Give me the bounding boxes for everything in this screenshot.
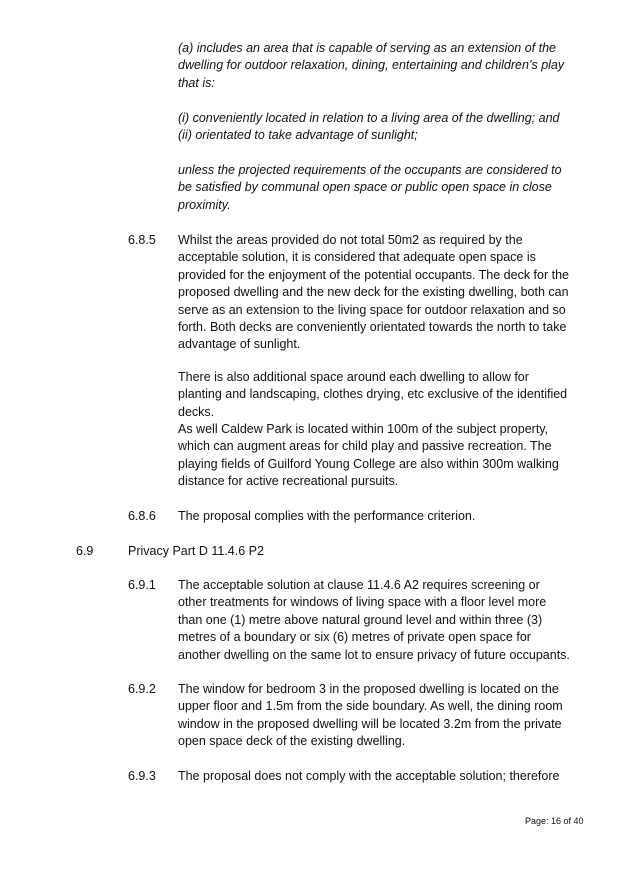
section-6-8-5-paragraph-1: Whilst the areas provided do not total 50m2 as required by the acceptable solution, it is considered that adequate open space is provided for the enjoyment of the potential occupants. The deck for the proposed dwelling and the new deck for the existing dwelling, both can serve as an extension to the living space for outdoor relaxation and so forth. Both decks are conveniently orientated towards the north to take advantage of sunlight. (178, 233, 569, 352)
section-6-9-3-text: The proposal does not comply with the acceptable solution; therefore (178, 769, 560, 783)
section-6-8-5-paragraph-2: There is also additional space around each dwelling to allow for planting and landscaping, clothes drying, etc exclusive of the identified decks. (178, 370, 568, 419)
page-number: Page: 16 of 40 (525, 816, 584, 826)
section-6-8-6-text: The proposal complies with the performance criterion. (178, 509, 476, 523)
section-number-6-8-5: 6.8.5 (128, 233, 156, 247)
section-6-9-2-text: The window for bedroom 3 in the proposed dwelling is located on the upper floor and 1.5m from the side boundary. As well, the dining room window in the proposed dwelling will be located 3.2m from the private open space deck of the existing dwelling. (178, 682, 563, 749)
section-number-6-9: 6.9 (76, 544, 94, 558)
section-number-6-9-3: 6.9.3 (128, 769, 156, 783)
section-6-9-heading: Privacy Part D 11.4.6 P2 (128, 544, 264, 558)
quote-clause-i: (i) conveniently located in relation to a living area of the dwelling; and (178, 111, 560, 125)
section-number-6-8-6: 6.8.6 (128, 509, 156, 523)
quote-clause-ii: (ii) orientated to take advantage of sunlight; (178, 128, 418, 142)
section-number-6-9-2: 6.9.2 (128, 682, 156, 696)
section-number-6-9-1: 6.9.1 (128, 578, 156, 592)
quote-clause-a: (a) includes an area that is capable of serving as an extension of the dwelling for outdoor relaxation, dining, entertaining and children’s play that is: (178, 41, 565, 90)
section-6-8-5-paragraph-3: As well Caldew Park is located within 100m of the subject property, which can augment areas for child play and passive recreation. The playing fields of Guilford Young College are also within 300m walking distance for active recreational pursuits. (178, 422, 559, 489)
quote-unless: unless the projected requirements of the occupants are considered to be satisfied by communal open space or public open space in close proximity. (178, 163, 562, 212)
section-6-9-1-text: The acceptable solution at clause 11.4.6 A2 requires screening or other treatments for windows of living space with a floor level more than one (1) metre above natural ground level and within three (3) metres of a boundary or six (6) metres of private open space for another dwelling on the same lot to ensure privacy of future occupants. (178, 578, 570, 662)
